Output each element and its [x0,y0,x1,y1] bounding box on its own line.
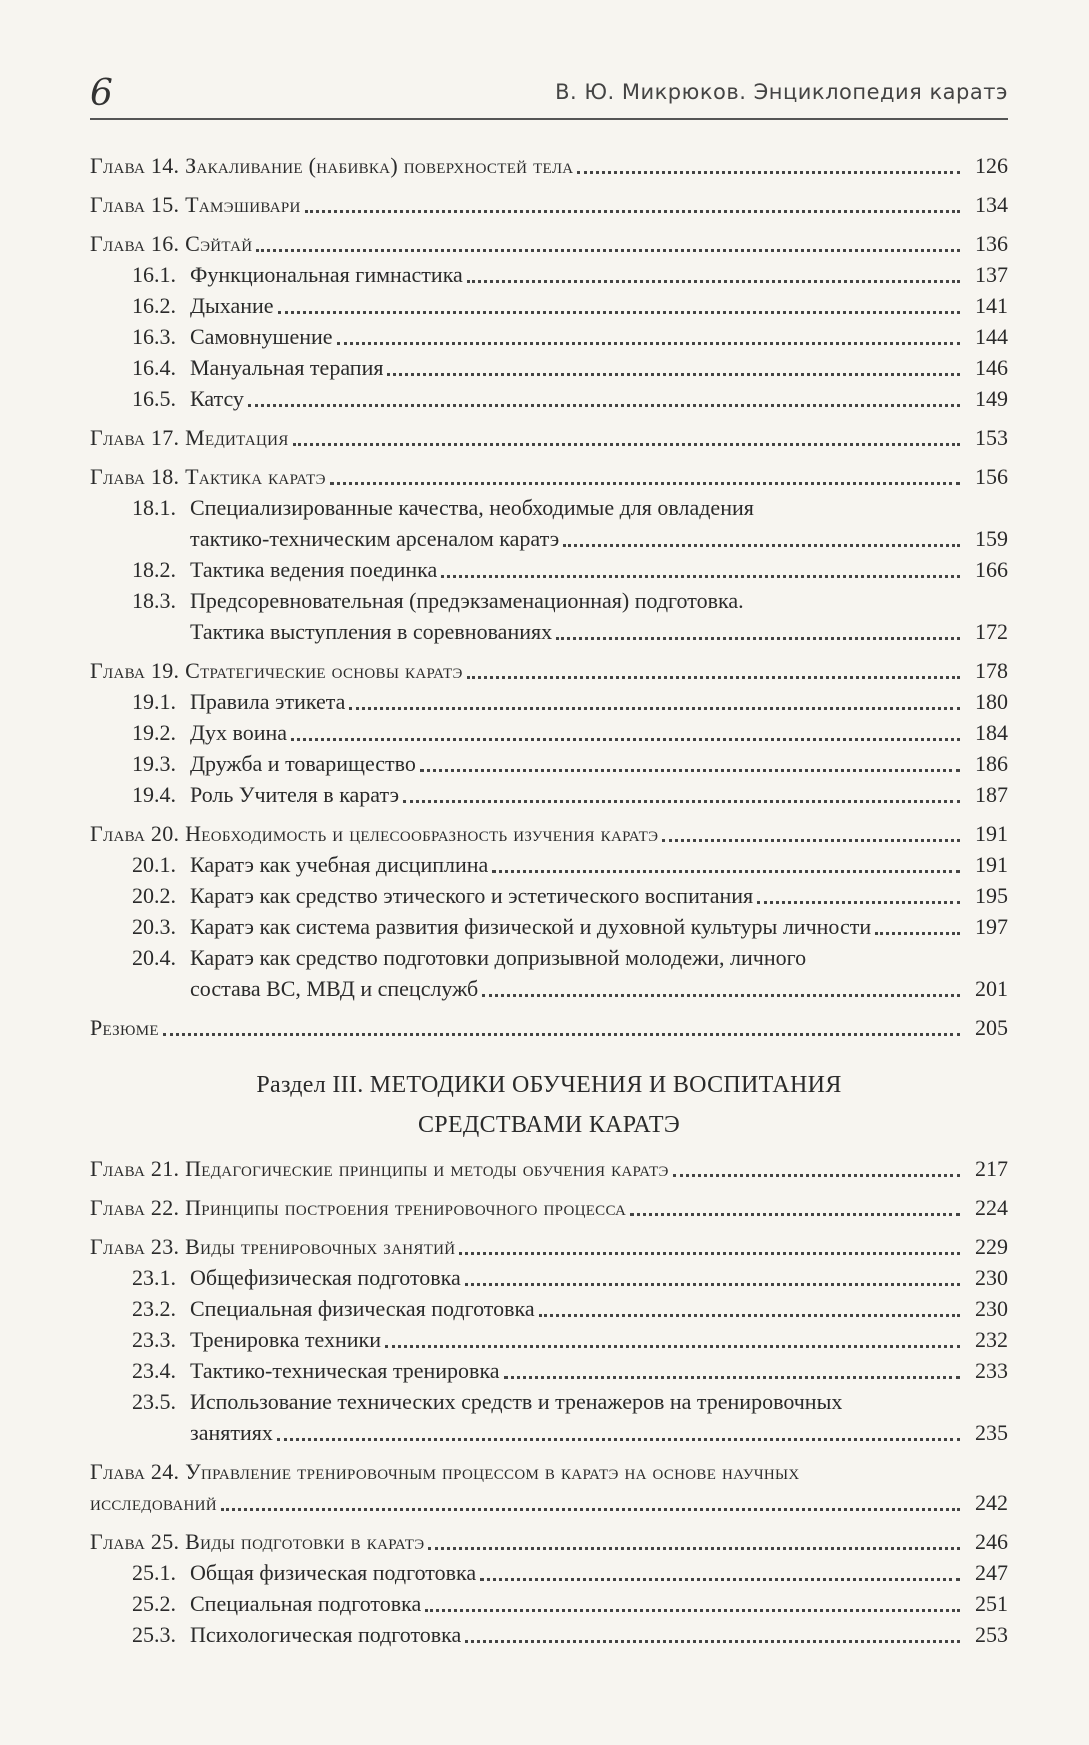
toc-entry-number: 20.3. [132,914,176,939]
toc-subsection-row [90,748,1008,779]
toc-entry-label: Общефизическая подготовка [190,1265,461,1290]
toc-subsection-row [90,942,1008,973]
toc-dot-leader [330,482,960,485]
toc-page-number: 232 [975,1327,1008,1352]
toc-page-number: 136 [975,231,1008,256]
toc-page-number: 156 [975,464,1008,489]
toc-subsection-row [90,911,1008,942]
toc-dot-leader [291,738,960,741]
toc-subsection-row [90,383,1008,414]
toc-subsection-row [90,523,1008,554]
toc-entry-label: Дружба и товарищество [190,751,416,776]
toc-page-number: 205 [975,1015,1008,1040]
running-title: В. Ю. Микрюков. Энциклопедия каратэ [555,80,1008,104]
toc-dot-leader [441,575,960,578]
toc-entry-label: Предсоревновательная (предэкзаменационная) подготовка. [190,588,744,613]
toc-page-number: 146 [975,355,1008,380]
toc-entry-number: 19.2. [132,720,176,745]
toc-page-number: 159 [975,526,1008,551]
toc-dot-leader [425,1609,960,1612]
toc-entry-label: Глава 22. Принципы построения тренировочного процесса [90,1195,627,1220]
toc-entry-label: Психологическая подготовка [190,1622,462,1647]
toc-dot-leader [278,311,960,314]
toc-dot-leader [482,994,960,997]
toc-entry-label: Функциональная гимнастика [190,262,463,287]
toc-subsection-row [90,1355,1008,1386]
toc-entry-label: Тренировка техники [190,1327,382,1352]
toc-subsection-row [90,290,1008,321]
toc-dot-leader [465,1640,960,1643]
toc-entry-label: Глава 14. Закаливание (набивка) поверхностей тела [90,153,574,178]
toc-entry-label: занятиях [190,1420,273,1445]
toc-dot-leader [662,839,960,842]
toc-page-number: 149 [975,386,1008,411]
toc-dot-leader [248,404,960,407]
toc-dot-leader [504,1376,960,1379]
toc-page-number: 178 [975,658,1008,683]
toc-chapter-row [90,655,1008,686]
toc-chapter-row [90,189,1008,220]
toc-entry-number: 16.2. [132,293,176,318]
toc-chapter-row [90,422,1008,453]
toc-entry-label: Глава 15. Тамэшивари [90,192,301,217]
toc-subsection-row [90,686,1008,717]
toc-subsection-row [90,1324,1008,1355]
toc-dot-leader [875,932,960,935]
toc-dot-leader [403,800,960,803]
toc-entry-label: Глава 21. Педагогические принципы и методы обучения каратэ [90,1156,669,1181]
toc-entry-label: Общая физическая подготовка [190,1560,477,1585]
toc-entry-label: Глава 17. Медитация [90,425,289,450]
toc-entry-label: Глава 20. Необходимость и целесообразность изучения каратэ [90,821,659,846]
toc-subsection-row [90,1557,1008,1588]
toc-page-number: 251 [975,1591,1008,1616]
toc-chapter-row [90,1526,1008,1557]
toc-page-number: 166 [975,557,1008,582]
toc-page-number: 191 [975,821,1008,846]
toc-page-number: 137 [975,262,1008,287]
toc-entry-number: 16.4. [132,355,176,380]
toc-page-number: 186 [975,751,1008,776]
toc-page-number: 134 [975,192,1008,217]
toc-entry-label: Роль Учителя в каратэ [190,782,400,807]
toc-dot-leader [467,280,960,283]
toc-entry-label: Каратэ как учебная дисциплина [190,852,489,877]
toc-subsection-row [90,1619,1008,1650]
toc-entry-label: Глава 19. Стратегические основы каратэ [90,658,463,683]
toc-page-number: 242 [975,1490,1008,1515]
toc-page-number: 172 [975,619,1008,644]
toc-dot-leader [337,342,960,345]
toc-entry-label: Глава 18. Тактика каратэ [90,464,326,489]
toc-subsection-row [90,1386,1008,1417]
toc-entry-label: Каратэ как система развития физической и духовной культуры личности [190,914,872,939]
toc-entry-number: 18.2. [132,557,176,582]
toc-subsection-row [90,554,1008,585]
toc-chapter-row [90,228,1008,259]
toc-entry-number: 25.1. [132,1560,176,1585]
toc-page-number: 246 [975,1529,1008,1554]
toc-block-1 [90,150,1008,1043]
toc-entry-label: Дыхание [190,293,274,318]
toc-dot-leader [349,707,960,710]
toc-dot-leader [757,901,960,904]
toc-chapter-row [90,1456,1008,1487]
toc-entry-number: 25.3. [132,1622,176,1647]
toc-dot-leader [277,1438,960,1441]
toc-page-number: 126 [975,153,1008,178]
toc-page-number: 201 [975,976,1008,1001]
toc-page-number: 180 [975,689,1008,714]
toc-page-number: 217 [975,1156,1008,1181]
toc-entry-label: Каратэ как средство подготовки допризывной молодежи, личного [190,945,807,970]
toc-subsection-row [90,1293,1008,1324]
toc-entry-number: 23.2. [132,1296,176,1321]
toc-entry-number: 23.5. [132,1389,176,1414]
toc-entry-number: 19.4. [132,782,176,807]
toc-chapter-row [90,1012,1008,1043]
toc-subsection-row [90,717,1008,748]
toc-dot-leader [673,1174,960,1177]
toc-page-number: 187 [975,782,1008,807]
toc-entry-label: Тактико-техническая тренировка [190,1358,500,1383]
toc-dot-leader [563,544,960,547]
toc-entry-label: Глава 16. Сэйтай [90,231,253,256]
toc-entry-label: Специализированные качества, необходимые для овладения [190,495,754,520]
toc-chapter-row [90,1487,1008,1518]
toc-chapter-row [90,1231,1008,1262]
toc-dot-leader [492,870,960,873]
toc-subsection-row [90,1417,1008,1448]
toc-page-number: 153 [975,425,1008,450]
toc-entry-number: 23.1. [132,1265,176,1290]
toc-entry-label: Тактика выступления в соревнованиях [190,619,553,644]
toc-entry-label: Специальная подготовка [190,1591,422,1616]
toc-page-number: 195 [975,883,1008,908]
toc-dot-leader [459,1252,960,1255]
toc-chapter-row [90,818,1008,849]
toc-dot-leader [577,171,960,174]
toc-subsection-row [90,880,1008,911]
header-rule [90,118,1008,120]
toc-dot-leader [420,769,960,772]
toc-subsection-row [90,616,1008,647]
toc-dot-leader [465,1283,960,1286]
toc-dot-leader [630,1213,960,1216]
toc-entry-number: 18.1. [132,495,176,520]
toc-entry-number: 16.5. [132,386,176,411]
toc-dot-leader [467,676,960,679]
toc-subsection-row [90,1262,1008,1293]
toc-page-number: 141 [975,293,1008,318]
toc-entry-label: Глава 25. Виды подготовки в каратэ [90,1529,425,1554]
toc-entry-number: 16.3. [132,324,176,349]
toc-dot-leader [556,637,960,640]
toc-dot-leader [221,1508,960,1511]
table-of-contents [90,150,1008,1650]
toc-entry-label: Катсу [190,386,244,411]
toc-page-number: 247 [975,1560,1008,1585]
toc-page-number: 229 [975,1234,1008,1259]
toc-dot-leader [387,373,960,376]
section-title-line-2: СРЕДСТВАМИ КАРАТЭ [418,1112,680,1138]
toc-subsection-row [90,321,1008,352]
toc-page-number: 253 [975,1622,1008,1647]
toc-chapter-row [90,1192,1008,1223]
toc-entry-label: тактико-техническим арсеналом каратэ [190,526,560,551]
toc-dot-leader [256,249,960,252]
toc-entry-number: 19.3. [132,751,176,776]
toc-entry-label: Использование технических средств и тренажеров на тренировочных [190,1389,843,1414]
toc-page-number: 230 [975,1296,1008,1321]
toc-entry-number: 18.3. [132,588,176,613]
toc-page-number: 235 [975,1420,1008,1445]
toc-subsection-row [90,259,1008,290]
toc-dot-leader [305,210,960,213]
toc-subsection-row [90,585,1008,616]
toc-chapter-row [90,1153,1008,1184]
toc-entry-label: Глава 24. Управление тренировочным процессом в каратэ на основе научных [90,1459,800,1484]
toc-entry-label: состава ВС, МВД и спецслужб [190,976,479,1001]
toc-page-number: 197 [975,914,1008,939]
toc-entry-number: 19.1. [132,689,176,714]
toc-entry-label: Самовнушение [190,324,333,349]
toc-dot-leader [428,1547,960,1550]
toc-chapter-row [90,461,1008,492]
toc-entry-number: 23.3. [132,1327,176,1352]
toc-entry-label: Каратэ как средство этического и эстетического воспитания [190,883,754,908]
toc-entry-number: 23.4. [132,1358,176,1383]
toc-dot-leader [293,443,960,446]
toc-entry-label: Специальная физическая подготовка [190,1296,535,1321]
section-title-line-1: Раздел III. МЕТОДИКИ ОБУЧЕНИЯ И ВОСПИТАНИЯ [256,1072,842,1098]
toc-subsection-row [90,352,1008,383]
page-number: 6 [90,73,113,114]
toc-subsection-row [90,849,1008,880]
toc-subsection-row [90,779,1008,810]
toc-entry-label: Дух воина [190,720,288,745]
toc-page-number: 233 [975,1358,1008,1383]
toc-chapter-row [90,150,1008,181]
toc-block-2 [90,1153,1008,1650]
toc-entry-number: 20.1. [132,852,176,877]
toc-entry-number: 25.2. [132,1591,176,1616]
toc-entry-label: Мануальная терапия [190,355,384,380]
toc-page-number: 144 [975,324,1008,349]
toc-entry-number: 16.1. [132,262,176,287]
toc-entry-label: Тактика ведения поединка [190,557,438,582]
toc-page-number: 184 [975,720,1008,745]
toc-entry-number: 20.4. [132,945,176,970]
toc-page-number: 230 [975,1265,1008,1290]
toc-entry-number: 20.2. [132,883,176,908]
toc-page-number: 224 [975,1195,1008,1220]
toc-entry-label: Резюме [90,1015,159,1040]
toc-entry-label: Правила этикета [190,689,346,714]
toc-subsection-row [90,1588,1008,1619]
toc-dot-leader [539,1314,960,1317]
toc-page-number: 191 [975,852,1008,877]
toc-dot-leader [163,1033,960,1036]
toc-subsection-row [90,973,1008,1004]
toc-subsection-row [90,492,1008,523]
toc-entry-label: Глава 23. Виды тренировочных занятий [90,1234,456,1259]
toc-entry-label: исследований [90,1490,217,1515]
toc-dot-leader [385,1345,960,1348]
running-header [90,72,1008,116]
toc-dot-leader [480,1578,960,1581]
